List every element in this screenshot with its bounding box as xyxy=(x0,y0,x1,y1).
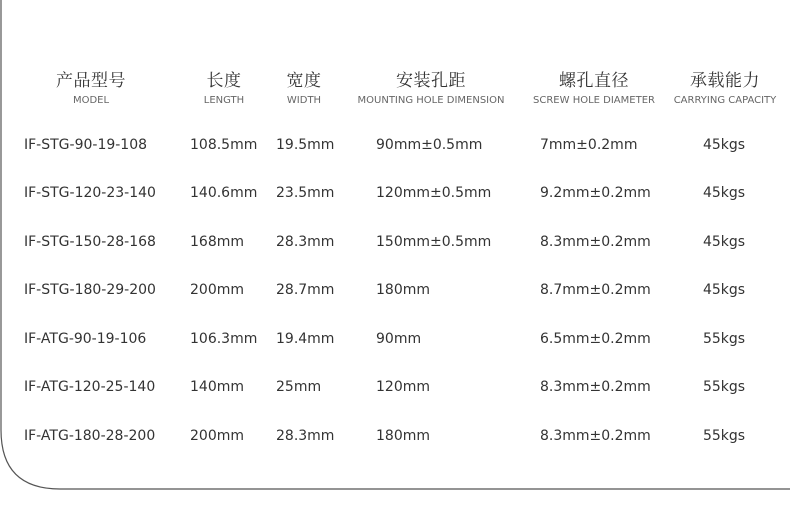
header-length-zh: 长度 xyxy=(206,71,242,91)
cell-hole: 180mm xyxy=(376,282,430,298)
cell-length: 106.3mm xyxy=(190,331,258,347)
cell-screw: 8.3mm±0.2mm xyxy=(540,428,651,444)
cell-hole: 90mm xyxy=(376,331,422,347)
header-model xyxy=(36,70,146,108)
cell-width: 28.3mm xyxy=(276,428,335,444)
table-row xyxy=(0,327,790,351)
cell-load: 45kgs xyxy=(702,185,746,201)
cell-length: 168mm xyxy=(190,234,244,250)
cell-hole: 180mm xyxy=(376,428,430,444)
cell-model: IF-STG-150-28-168 xyxy=(24,234,156,250)
header-load-en: CARRYING CAPACITY xyxy=(673,95,777,106)
cell-hole: 120mm xyxy=(376,379,430,395)
table-header xyxy=(0,70,790,110)
cell-width: 28.3mm xyxy=(276,234,335,250)
header-width-zh: 宽度 xyxy=(286,71,322,91)
cell-load: 55kgs xyxy=(702,428,746,444)
cell-width: 19.4mm xyxy=(276,331,335,347)
cell-width: 23.5mm xyxy=(276,185,335,201)
header-hole-zh: 安装孔距 xyxy=(396,71,466,91)
cell-model: IF-STG-90-19-108 xyxy=(24,137,148,153)
header-width xyxy=(274,70,334,108)
cell-hole: 150mm±0.5mm xyxy=(376,234,492,250)
cell-width: 19.5mm xyxy=(276,137,335,153)
header-width-en: WIDTH xyxy=(286,95,322,106)
cell-screw: 8.7mm±0.2mm xyxy=(540,282,651,298)
cell-length: 140mm xyxy=(190,379,244,395)
cell-load: 55kgs xyxy=(702,331,746,347)
cell-length: 200mm xyxy=(190,282,244,298)
cell-load: 45kgs xyxy=(702,234,746,250)
cell-screw: 8.3mm±0.2mm xyxy=(540,234,651,250)
cell-width: 25mm xyxy=(276,379,322,395)
header-model-en: MODEL xyxy=(72,95,110,106)
cell-hole: 120mm±0.5mm xyxy=(376,185,492,201)
cell-load: 45kgs xyxy=(702,137,746,153)
cell-length: 108.5mm xyxy=(190,137,258,153)
header-length-en: LENGTH xyxy=(203,95,245,106)
cell-screw: 8.3mm±0.2mm xyxy=(540,379,651,395)
cell-model: IF-STG-120-23-140 xyxy=(24,185,156,201)
header-screw-zh: 螺孔直径 xyxy=(559,71,629,91)
cell-screw: 9.2mm±0.2mm xyxy=(540,185,651,201)
cell-model: IF-ATG-90-19-106 xyxy=(24,331,147,347)
header-length xyxy=(194,70,254,108)
cell-model: IF-ATG-180-28-200 xyxy=(24,428,156,444)
header-screw-en: SCREW HOLE DIAMETER xyxy=(533,95,655,106)
header-model-zh: 产品型号 xyxy=(56,71,126,91)
table-row xyxy=(0,278,790,302)
cell-load: 55kgs xyxy=(702,379,746,395)
cell-model: IF-ATG-120-25-140 xyxy=(24,379,156,395)
table-row xyxy=(0,424,790,448)
cell-width: 28.7mm xyxy=(276,282,335,298)
cell-screw: 6.5mm±0.2mm xyxy=(540,331,651,347)
cell-length: 140.6mm xyxy=(190,185,258,201)
table-row xyxy=(0,133,790,157)
cell-length: 200mm xyxy=(190,428,244,444)
table-row xyxy=(0,181,790,205)
header-hole xyxy=(350,70,512,108)
header-hole-en: MOUNTING HOLE DIMENSION xyxy=(357,95,505,106)
cell-load: 45kgs xyxy=(702,282,746,298)
cell-model: IF-STG-180-29-200 xyxy=(24,282,156,298)
table-row xyxy=(0,230,790,254)
cell-hole: 90mm±0.5mm xyxy=(376,137,483,153)
header-load xyxy=(668,70,782,108)
header-screw xyxy=(528,70,660,108)
header-load-zh: 承载能力 xyxy=(690,71,760,91)
cell-screw: 7mm±0.2mm xyxy=(540,137,638,153)
table-row xyxy=(0,375,790,399)
